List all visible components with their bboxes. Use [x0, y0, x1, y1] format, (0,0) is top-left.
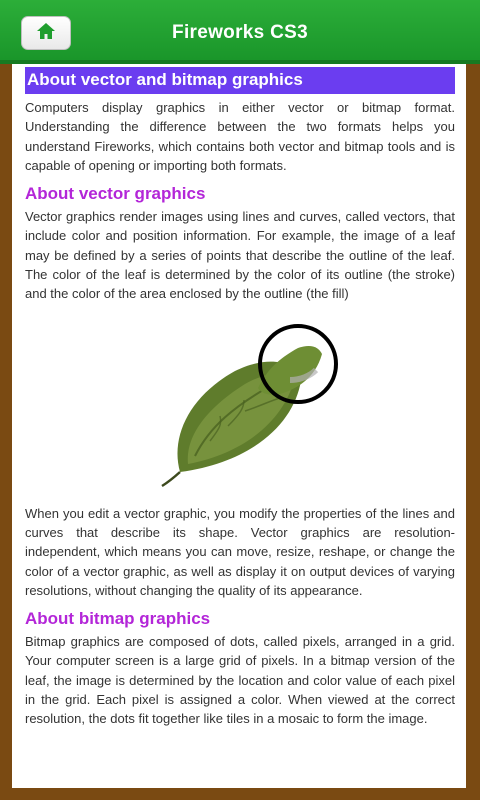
leaf-image	[140, 316, 340, 496]
vector-paragraph-1: Vector graphics render images using lines and curves, called vectors, that include color and position information. For example, the image of a leaf may be defined by a series of points that describe the outline of the leaf. The color of the leaf is determined by the color of its outline (the stroke) and the color of the area enclosed by the outline (the fill)	[25, 209, 455, 302]
vector-paragraph-2: When you edit a vector graphic, you modify the properties of the lines and curves that describe its shape. Vector graphics are resolution-independent, which means you can move, resize, reshape, or change the color of a vector graphic, as well as display it on output devices of varying resolutions, without changing the quality of its appearance.	[25, 505, 455, 598]
bitmap-paragraph-1: Bitmap graphics are composed of dots, called pixels, arranged in a grid. Your computer screen is a large grid of pixels. In a bitmap version of the leaf, the image is determined by the location and color value of each pixel in the grid. Each pixel is assigned a color. When viewed at the correct resolution, the dots fit together like tiles in a mosaic to form the image.	[25, 634, 455, 727]
vector-heading: About vector graphics	[25, 184, 206, 204]
intro-paragraph: Computers display graphics in either vector or bitmap format. Understanding the difference between the two formats helps you understand Fireworks, which contains both vector and bitmap tools and is capable of opening or importing both formats.	[25, 100, 455, 173]
article-content[interactable]	[12, 64, 466, 788]
bitmap-heading: About bitmap graphics	[25, 609, 211, 629]
leaf-illustration	[25, 308, 455, 504]
page-title: Fireworks CS3	[172, 22, 308, 43]
article-title-bar: About vector and bitmap graphics	[25, 67, 455, 94]
app-header	[0, 0, 480, 64]
